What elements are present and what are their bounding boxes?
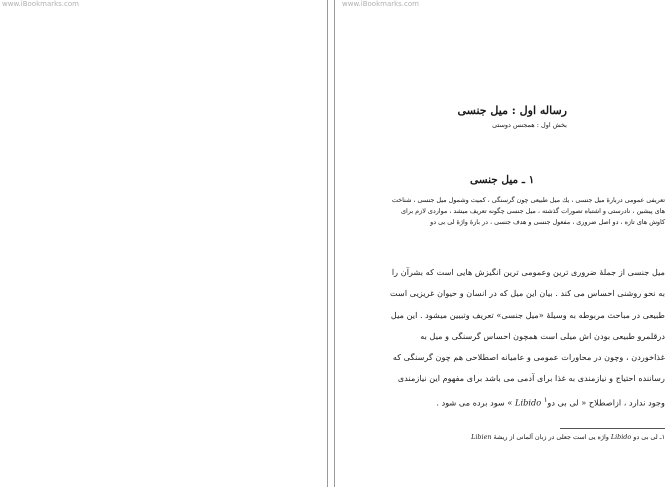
footnote-number: ۱	[661, 433, 665, 441]
body-text-end: » سود برده می شود .	[436, 397, 513, 408]
body-paragraph	[385, 262, 665, 414]
footnote	[385, 432, 665, 442]
watermark-right: www.iBookmarks.com	[342, 0, 419, 8]
left-page	[0, 0, 326, 487]
footnote-term-latin: Libido	[610, 433, 632, 441]
footnote-text-1: ـ لی بی دو	[633, 433, 662, 441]
section-title: ۱ ـ میل جنسی	[470, 174, 535, 186]
watermark-left: www.iBookmarks.com	[2, 0, 79, 8]
footnote-divider	[560, 428, 665, 429]
chapter-subtitle: بخش اول : همجنس دوستی	[492, 121, 567, 129]
body-text-main: میل جنسی از جملهٔ ضروری ترین وعمومی ترین انگیزش هایی است که بشرآن را به نحو روشنی احساس می کند . بیان این میل که در انسان و حیوان غریزیی است طبیعی در مباحث مربوطه به وسیلهٔ «میل جنسی» تعریف وتبیین میشود . این میل درقلمرو طبیعی بودن اش میلی است همچون احساس گرسنگی و میل به غذاخوردن ، وچون در محاورات عمومی و عامیانه اصطلاحی هم چون گرسنگی که رساننده احتیاج و نیازمندی به غذا برای آدمی می باشد برای مفهوم این نیازمندی وجود ندارد ، ازاصطلاح « لی بی دو	[389, 267, 665, 408]
footnote-reference: ۱	[543, 395, 548, 404]
chapter-title: رساله اول : میل جنسی	[457, 104, 567, 117]
footnote-root-latin: Libien	[471, 433, 492, 441]
gutter-line-left	[327, 0, 328, 487]
section-summary: تعریفی عمومی دربارهٔ میل جنسی ، یك میل طبیعی چون گرسنگی ، کمیت وشمول میل جنسی ، شناخت های پیشین ، نادرستی و اشتباه تصورات گذشته ، میل جنسی چگونه تعریف میشد ، مواردی لازم برای کاوش های تازه ، دو اصل ضروری ، مفعول جنسی و هدف جنسی ، در بارهٔ واژهٔ لی بی دو	[391, 196, 665, 226]
footnote-text-2: واژه یی است جعلی در زبان آلمانی از ریشهٔ	[493, 433, 609, 441]
right-page	[335, 0, 672, 487]
body-term-latin: Libido	[515, 397, 542, 408]
